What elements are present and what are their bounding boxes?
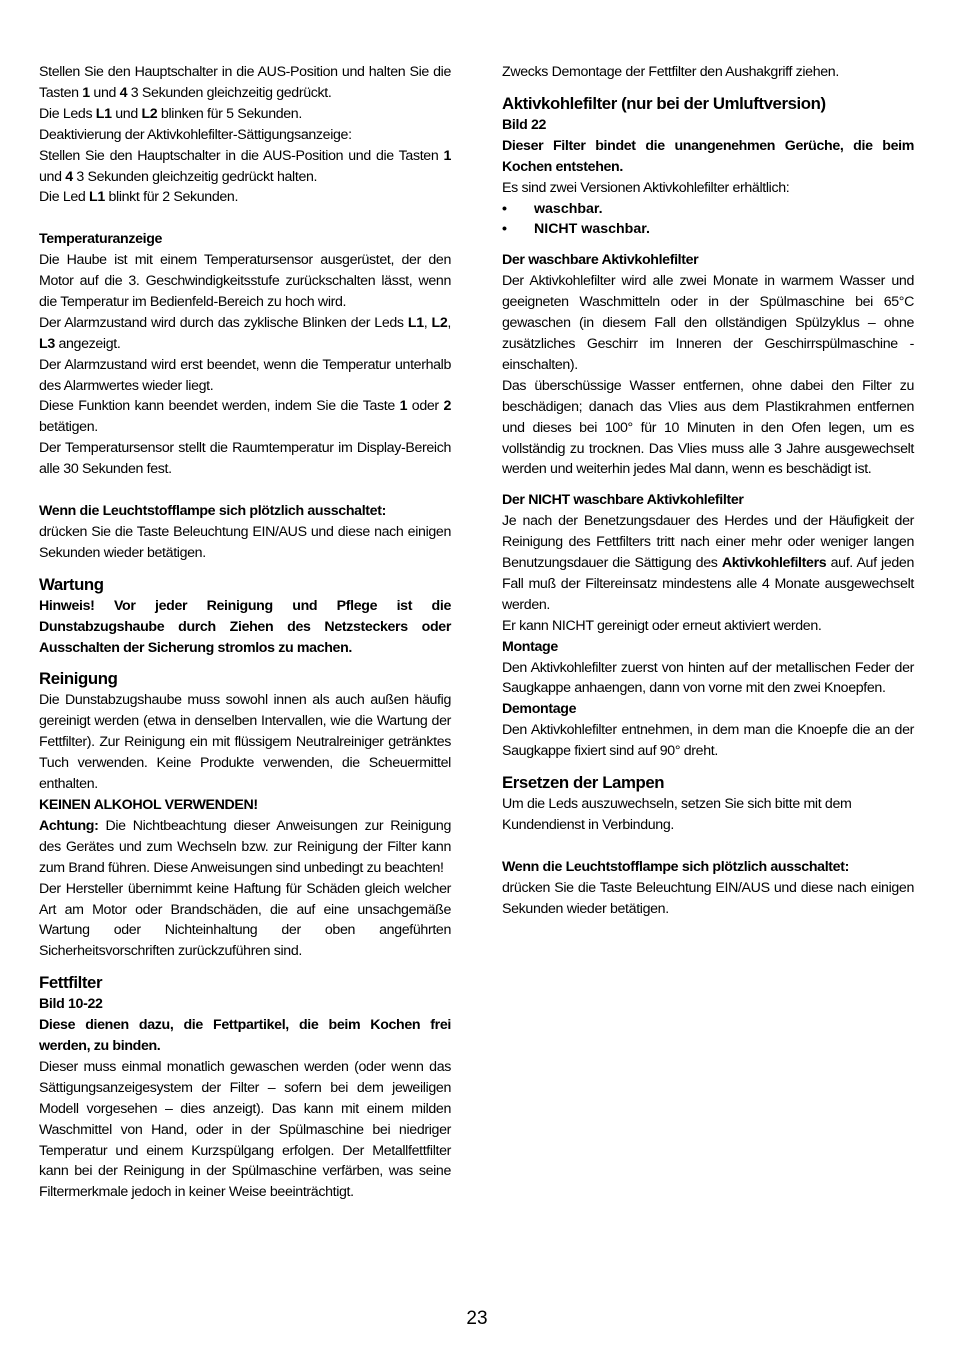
waschbar-heading: Der waschbare Aktivkohlefilter	[502, 252, 699, 269]
right-lamp-paragraph: drücken Sie die Taste Beleuchtung EIN/AUS und diese nach einigen Sekunden wieder betätigen.	[502, 879, 914, 917]
intro-paragraph-1: Stellen Sie den Hauptschalter in die AUS-Position und halten Sie die Tasten 1 und 4 3 Sekunden gleichzeitig gedrückt.	[39, 64, 451, 101]
bullet-icon: •	[502, 200, 507, 217]
left-column	[39, 62, 451, 1203]
bullet-item-washable: • waschbar.	[502, 199, 914, 220]
lamp-heading: Wenn die Leuchtstofflampe sich plötzlich ausschaltet:	[39, 503, 386, 519]
right-column	[502, 62, 914, 920]
fettfilter-paragraph-2: Dieser muss einmal monatlich gewaschen werden (oder wenn das Sättigungsanzeigesystem der Filter – sofern bei dem jeweiligen Modell vorgesehen – dies anzeigt). Das kann mit einem milden Waschmittel von Hand, oder in der Spülmaschine bei niedriger Temperatur und einem Kurzspülgang erfolgen. Der Metallfettfilter kann bei der Reinigung in der Spülmaschine verfärben, was seine Filtermerkmale jedoch in keiner Weise beeinträchtigt.	[39, 1058, 451, 1201]
fettfilter-paragraph-1: Diese dienen dazu, die Fettpartikel, die beim Kochen frei werden, zu binden.	[39, 1017, 451, 1055]
aktivkohle-heading: Aktivkohlefilter (nur bei der Umluftversion)	[502, 93, 826, 113]
right-lamp-heading: Wenn die Leuchtstofflampe sich plötzlich ausschaltet:	[502, 858, 849, 875]
waschbar-paragraph-2: Das überschüssige Wasser entfernen, ohne dabei den Filter zu beschädigen; danach das Vlies aus dem Plastikrahmen entfernen und dieses bei 100° für 10 Minuten in den Ofen legen, um es vollständig zu trocknen. Das Vlies muss alle 3 Jahre ausgewechselt werden und weiterhin jedes Mal dann, wenn es beschädigt ist.	[502, 377, 914, 478]
fettfilter-heading: Fettfilter	[39, 973, 103, 993]
temperature-paragraph-4: Diese Funktion kann beendet werden, indem Sie die Taste 1 oder 2 betätigen.	[39, 398, 451, 436]
bullet-item-not-washable: • NICHT waschbar.	[502, 219, 914, 240]
lamp-paragraph: drücken Sie die Taste Beleuchtung EIN/AUS und diese nach einigen Sekunden wieder betätigen.	[39, 523, 451, 561]
demontage-paragraph: Den Aktivkohlefilter entnehmen, in dem man die Knoepfe die an der Saugkappe fixiert sind auf 90° dreht.	[502, 722, 914, 760]
temperature-paragraph-1: Die Haube ist mit einem Temperatursensor ausgerüstet, der den Motor auf die 3. Geschwindigkeitsstufe zurückschalten lässt, wenn die Temperatur im Bedienfeld-Bereich zu hoch wird.	[39, 252, 451, 310]
reinigung-paragraph-4: Der Hersteller übernimmt keine Haftung für Schäden gleich welcher Art am Motor oder Brandschäden, die auf eine unsachgemäße Wartung oder Nichteinhaltung der oben angeführten Sicherheitsvorschriften zurückzuführen sind.	[39, 880, 451, 960]
lampen-heading: Ersetzen der Lampen	[502, 773, 665, 793]
wartung-notice: Hinweis! Vor jeder Reinigung und Pflege ist die Dunstabzugshaube durch Ziehen des Netzsteckers oder Ausschalten der Sicherung stromlos zu machen.	[39, 597, 451, 656]
waschbar-paragraph-1: Der Aktivkohlefilter wird alle zwei Monate in warmem Wasser und geeigneten Waschmitteln oder in der Spülmaschine bei 65°C gewaschen (in diesem Fall den ollständigen Spülzyklus – ohne zusätzliches Geschirr im Inneren der Geschirrspülmaschine - einschalten).	[502, 273, 914, 373]
fettfilter-figure-ref: Bild 10-22	[39, 996, 103, 1013]
intro-paragraph-5: Die Led L1 blinkt für 2 Sekunden.	[39, 189, 239, 206]
page-number: 23	[466, 1308, 488, 1329]
aktivkohle-figure-ref: Bild 22	[502, 116, 547, 133]
lampen-paragraph: Um die Leds auszuwechseln, setzen Sie sich bitte mit dem Kundendienst in Verbindung.	[502, 796, 852, 833]
reinigung-paragraph-3: Achtung: Die Nichtbeachtung dieser Anweisungen zur Reinigung des Gerätes und zum Wechseln bzw. zur Reinigung der Filter kann zum Brand führen. Diese Anweisungen sind unbedingt zu beachten!	[39, 817, 451, 876]
aktivkohle-paragraph-1: Dieser Filter bindet die unangenehmen Gerüche, die beim Kochen entstehen.	[502, 137, 914, 175]
reinigung-paragraph-1: Die Dunstabzugshaube muss sowohl innen als auch außen häufig gereinigt werden (etwa in denselben Intervallen, wie die Wartung der Fettfilter). Zur Reinigung ein mit flüssigem Neutralreiniger getränktes Tuch verwenden. Keine Produkte verwenden, die Scheuermittel enthalten.	[39, 692, 451, 793]
nicht-waschbar-paragraph-2: Er kann NICHT gereinigt oder erneut aktiviert werden.	[502, 617, 822, 634]
wartung-heading: Wartung	[39, 574, 104, 594]
nicht-waschbar-paragraph-1: Je nach der Benetzungsdauer des Herdes und der Häufigkeit der Reinigung des Fettfilters tritt nach einer mehr oder weniger langen Benutzungsdauer die Sättigung des Aktivkohlefilters auf. Auf jeden Fall muß der Filtereinsatz mindestens alle 4 Monate ausgewechselt werden.	[502, 513, 914, 613]
intro-paragraph-2: Die Leds L1 und L2 blinken für 5 Sekunden.	[39, 105, 302, 122]
temperature-paragraph-2: Der Alarmzustand wird durch das zyklische Blinken der Leds L1, L2, L3 angezeigt.	[39, 314, 451, 352]
montage-paragraph: Den Aktivkohlefilter zuerst von hinten auf der metallischen Feder der Saugkappe anhaengen, dann von vorne mit den zwei Knoepfen.	[502, 659, 914, 697]
no-alcohol-warning: KEINEN ALKOHOL VERWENDEN!	[39, 796, 258, 813]
temperature-paragraph-3: Der Alarmzustand wird erst beendet, wenn die Temperatur unterhalb des Alarmwertes wieder liegt.	[39, 356, 451, 394]
reinigung-heading: Reinigung	[39, 669, 118, 689]
aktivkohle-paragraph-2: Es sind zwei Versionen Aktivkohlefilter erhältlich:	[502, 179, 790, 196]
intro-paragraph-4: Stellen Sie den Hauptschalter in die AUS-Position und die Tasten 1 und 4 3 Sekunden gleichzeitig gedrückt halten.	[39, 147, 451, 185]
nicht-waschbar-heading: Der NICHT waschbare Aktivkohlefilter	[502, 492, 744, 509]
intro-paragraph-3: Deaktivierung der Aktivkohlefilter-Sättigungsanzeige:	[39, 126, 352, 143]
bullet-icon: •	[502, 221, 507, 238]
temperature-heading: Temperaturanzeige	[39, 231, 163, 248]
montage-heading: Montage	[502, 638, 558, 655]
right-intro: Zwecks Demontage der Fettfilter den Aushakgriff ziehen.	[502, 64, 839, 80]
temperature-paragraph-5: Der Temperatursensor stellt die Raumtemperatur im Display-Bereich alle 30 Sekunden fest.	[39, 440, 451, 478]
demontage-heading: Demontage	[502, 701, 577, 718]
